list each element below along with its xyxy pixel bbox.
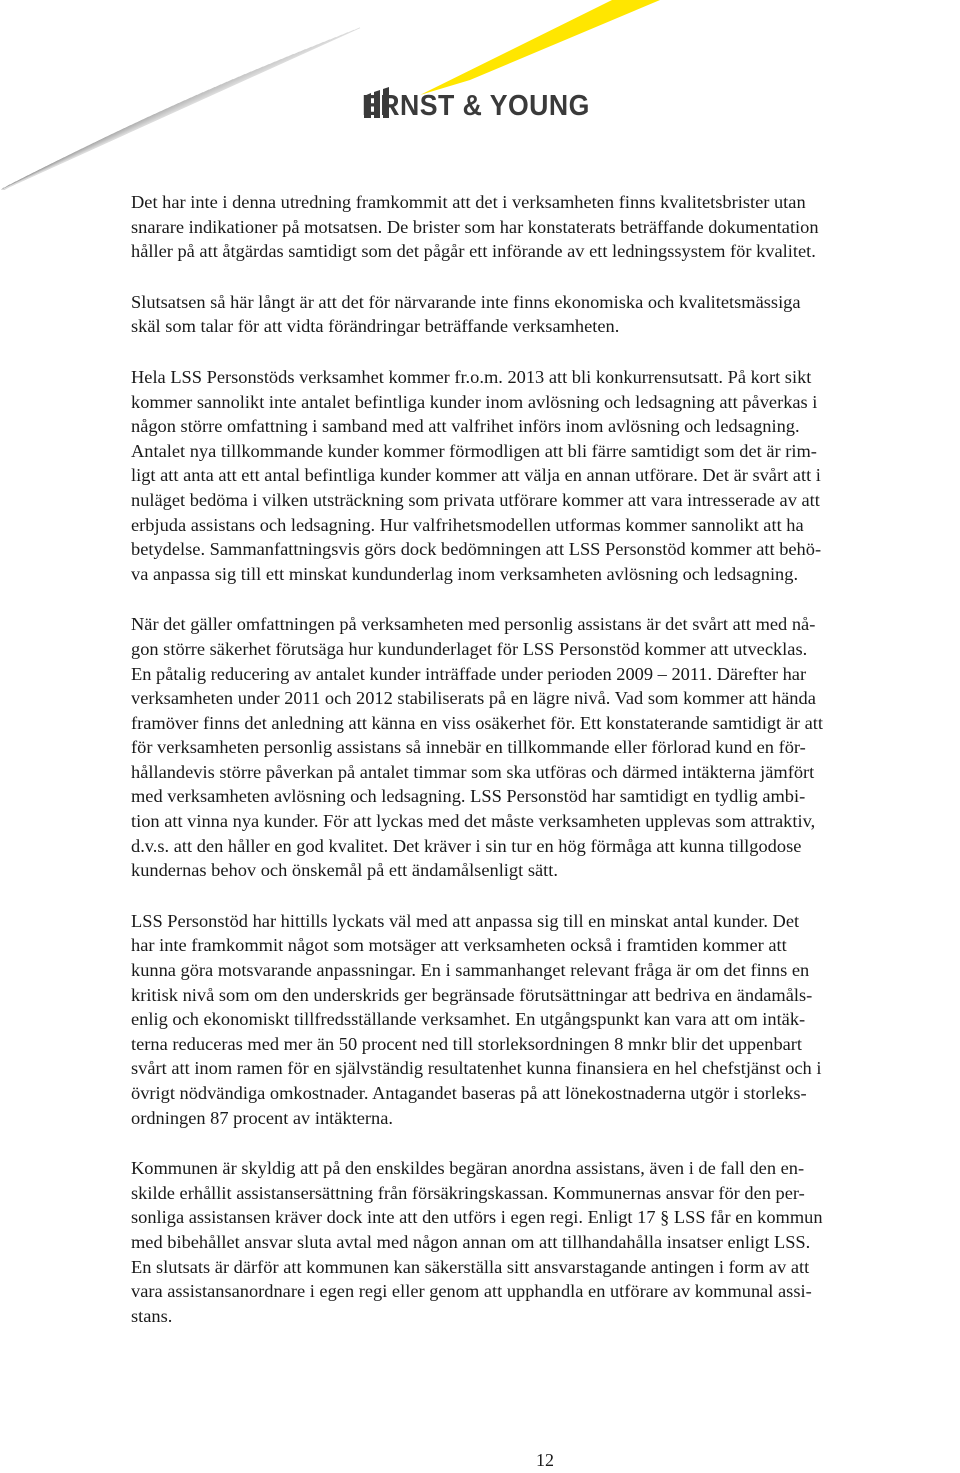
- text-line: d.v.s. att den håller en god kvalitet. Det kräver i sin tur en hög förmåga att kunna tillgodose: [131, 835, 802, 856]
- paragraph: [131, 190, 960, 264]
- text-line: med bibehållet ansvar sluta avtal med någon annan om att tillhandahålla insatser enligt LSS.: [131, 1231, 811, 1252]
- page-number: 12: [536, 1450, 554, 1470]
- text-line: övrigt nödvändiga omkostnader. Antagandet baseras på att lönekostnaderna utgör i storleks-: [131, 1083, 807, 1103]
- text-line: Det har inte i denna utredning framkommit att det i verksamheten finns kvalitetsbrister utan: [131, 192, 806, 212]
- text-line: framöver finns det anledning att känna en viss osäkerhet för. Ett konstaterande samtidigt är att: [131, 712, 823, 733]
- text-line: hållandevis större påverkan på antalet timmar som ska utföras och därmed intäkterna jämfört: [131, 761, 815, 782]
- ernst-young-logo: [362, 86, 610, 126]
- paragraph: [131, 365, 960, 586]
- paragraph: [131, 1156, 960, 1328]
- text-line: betydelse. Sammanfattningsvis görs dock bedömningen att LSS Personstöd kommer att behö-: [131, 539, 822, 560]
- text-line: nuläget bedöma i vilken utsträckning som privata utförare kommer att vara intresserade av att: [131, 489, 820, 510]
- text-line: Antalet nya tillkommande kunder kommer förmodligen att bli färre samtidigt som det är rim-: [131, 440, 817, 461]
- text-line: verksamheten under 2011 och 2012 stabiliserats på en lägre nivå. Vad som kommer att hända: [131, 688, 816, 709]
- paragraph: [131, 612, 960, 883]
- text-line: gon större säkerhet förutsäga hur kundunderlaget för LSS Personstöd kommer att utvecklas.: [131, 638, 808, 659]
- logo-text: ERNST & YOUNG: [362, 89, 590, 122]
- paragraph: [131, 290, 960, 339]
- text-line: skilde erhållit assistansersättning från försäkringskassan. Kommunernas ansvar för den per-: [131, 1182, 805, 1203]
- text-line: någon större omfattning i samband med att valfrihet införs inom avlösning och ledsagning.: [131, 416, 800, 437]
- text-line: kritisk nivå som om den underskrids ger begränsade förutsättningar att bedriva en ändamåls-: [131, 984, 813, 1005]
- text-line: terna reduceras med mer än 50 procent ned till storleksordningen 8 mnkr blir det uppenbart: [131, 1033, 803, 1054]
- paragraph: [131, 909, 960, 1130]
- text-line: Hela LSS Personstöds verksamhet kommer fr.o.m. 2013 att bli konkurrensutsatt. På kort sikt: [131, 366, 812, 387]
- text-line: En påtalig reducering av antalet kunder inträffade under perioden 2009 – 2011. Därefter har: [131, 663, 807, 684]
- text-line: Kommunen är skyldig att på den enskildes begäran anordna assistans, även i de fall den en-: [131, 1158, 805, 1179]
- text-line: kundernas behov och önskemål på ett ändamålsenligt sätt.: [131, 860, 558, 881]
- text-line: enlig och ekonomiskt tillfredsställande verksamhet. En utgångspunkt kan vara att om intäk-: [131, 1009, 806, 1030]
- text-line: med verksamheten avlösning och ledsagning. LSS Personstöd har samtidigt en tydlig ambi-: [131, 786, 806, 807]
- text-line: När det gäller omfattningen på verksamheten med personlig assistans är det svårt att med nå-: [131, 614, 816, 635]
- text-line: snarare indikationer på motsatsen. De brister som har konstaterats beträffande dokumentation: [131, 216, 819, 237]
- document-body: [131, 190, 960, 1354]
- text-line: vara assistansanordnare i egen regi eller genom att upphandla en utförare av kommunal assi-: [131, 1281, 812, 1302]
- text-line: erbjuda assistans och ledsagning. Hur valfrihetsmodellen utformas kommer sannolikt att ha: [131, 514, 804, 535]
- text-line: LSS Personstöd har hittills lyckats väl med att anpassa sig till en minskat antal kunder. Det: [131, 910, 800, 931]
- page-header: [0, 0, 960, 190]
- text-line: ligt att anta att ett antal befintliga kunder kommer att välja en annan utförare. Det är svårt att i: [131, 465, 821, 486]
- text-line: kunna göra motsvarande anpassningar. En i sammanhanget relevant fråga är om det finns en: [131, 960, 810, 981]
- text-line: håller på att åtgärdas samtidigt som det pågår ett införande av ett ledningssystem för kvalitet.: [131, 241, 816, 262]
- text-line: Slutsatsen så här långt är att det för närvarande inte finns ekonomiska och kvalitetsmässiga: [131, 291, 801, 312]
- text-line: En slutsats är därför att kommunen kan säkerställa sitt ansvarstagande antingen i form av att: [131, 1256, 810, 1277]
- text-line: för verksamheten personlig assistans så innebär en tillkommande eller förlorad kund en för-: [131, 737, 806, 758]
- text-line: sonliga assistansen kräver dock inte att den utförs i egen regi. Enligt 17 § LSS får en kommun: [131, 1207, 823, 1228]
- text-line: kommer sannolikt inte antalet befintliga kunder inom avlösning och ledsagning att påverkas i: [131, 391, 818, 412]
- text-line: va anpassa sig till ett minskat kundunderlag inom verksamheten avlösning och ledsagning.: [131, 563, 799, 584]
- text-line: har inte framkommit något som motsäger att verksamheten också i framtiden kommer att: [131, 935, 787, 956]
- text-line: ordningen 87 procent av intäkterna.: [131, 1107, 393, 1128]
- text-line: svårt att inom ramen för en självständig resultatenhet kunna finansiera en hel chefstjänst och i: [131, 1058, 822, 1079]
- text-line: tion att vinna nya kunder. För att lyckas med det måste verksamheten upplevas som attraktiv,: [131, 811, 816, 832]
- text-line: stans.: [131, 1305, 173, 1326]
- text-line: skäl som talar för att vidta förändringar beträffande verksamheten.: [131, 316, 620, 337]
